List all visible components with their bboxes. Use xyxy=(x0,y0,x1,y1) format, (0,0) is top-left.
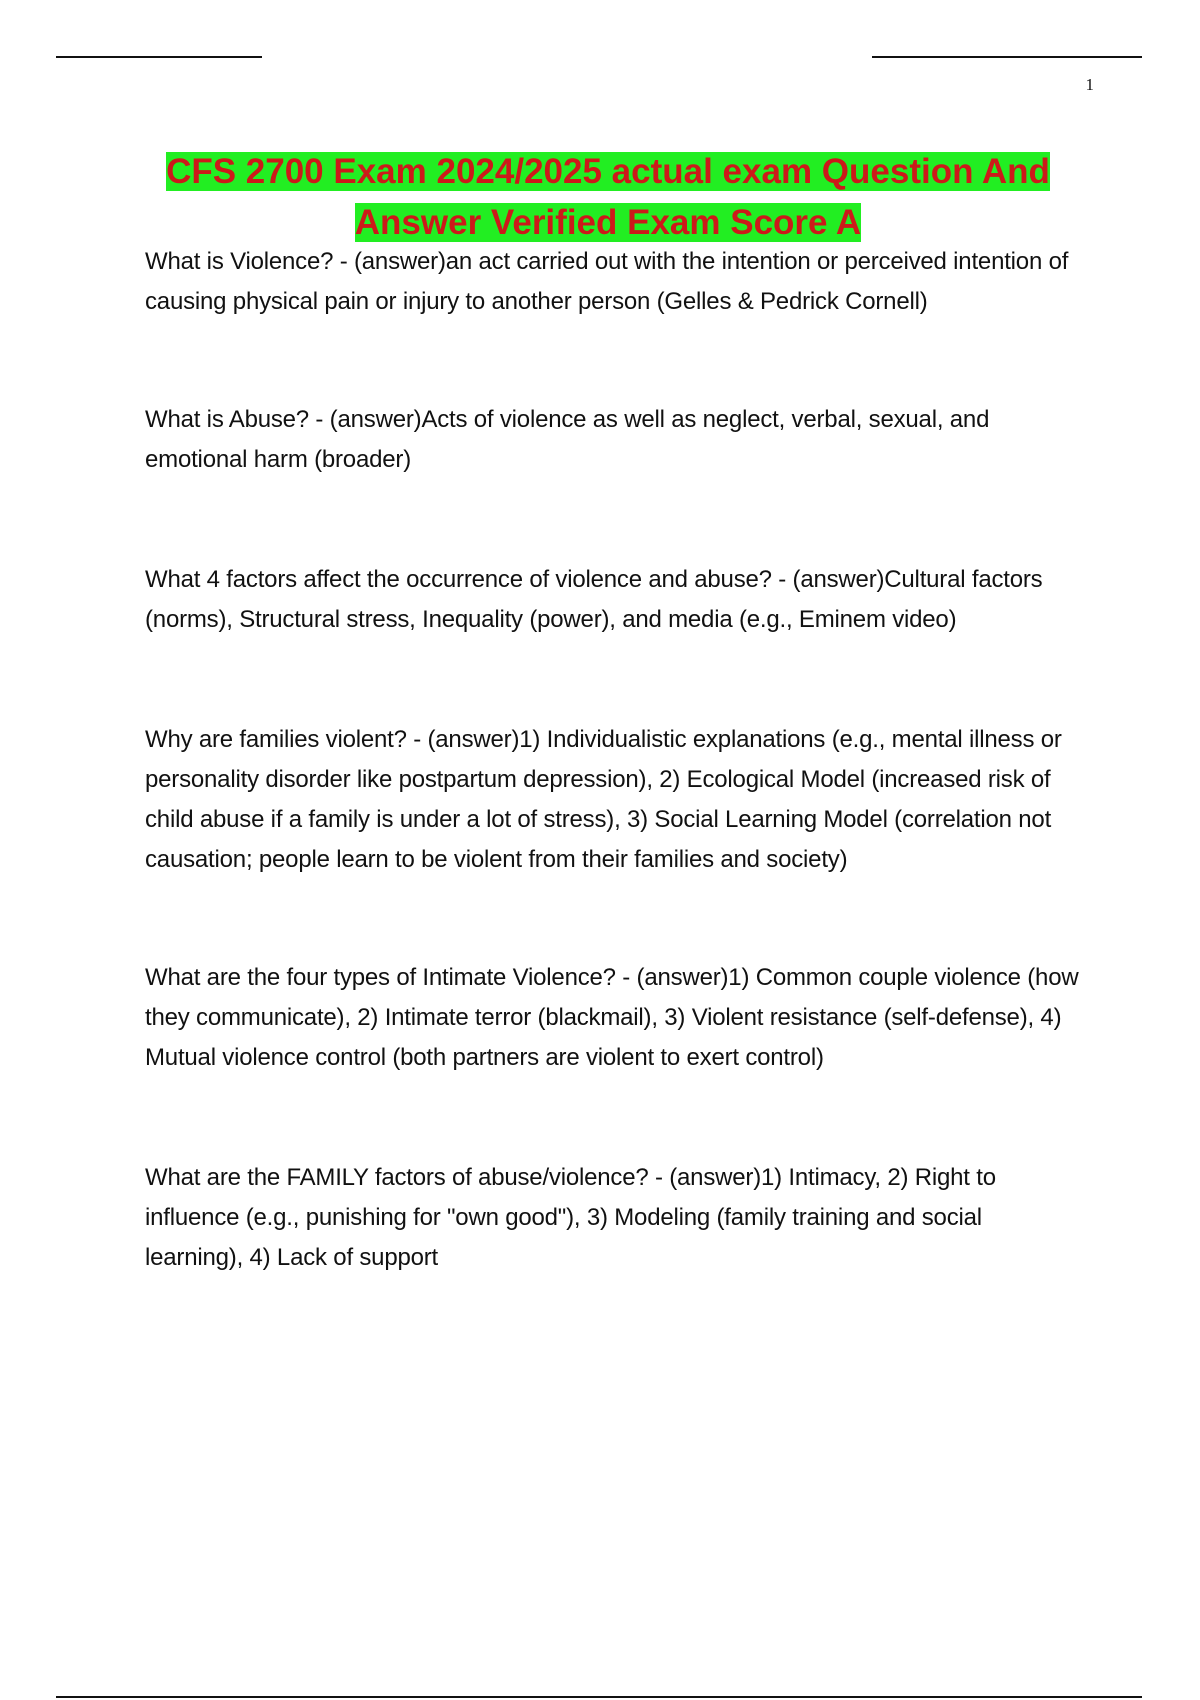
qa-item-abuse: What is Abuse? - (answer)Acts of violence as well as neglect, verbal, sexual, and emotional harm (broader) xyxy=(145,406,990,473)
qa-item-why-violent: Why are families violent? - (answer)1) Individualistic explanations (e.g., mental illness or personality disorder like postpartum depression), 2) Ecological Model (increased risk of child abuse if a family is under a lot of stress), 3) Social Learning Model (correlation not causation; people learn to be violent from their families and society) xyxy=(145,726,1062,873)
qa-list xyxy=(145,242,1085,1278)
qa-item-factors: What 4 factors affect the occurrence of violence and abuse? - (answer)Cultural factors (norms), Structural stress, Inequality (power), and media (e.g., Eminem video) xyxy=(145,566,1043,633)
document-title xyxy=(130,146,1086,248)
header-rule-right xyxy=(872,56,1142,58)
document-title-line-1: CFS 2700 Exam 2024/2025 actual exam Question And xyxy=(166,152,1050,191)
qa-item-intimate-violence-types: What are the four types of Intimate Violence? - (answer)1) Common couple violence (how they communicate), 2) Intimate terror (blackmail), 3) Violent resistance (self-defense), 4) Mutual violence control (both partners are violent to exert control) xyxy=(145,964,1079,1071)
page-number: 1 xyxy=(1085,75,1094,94)
qa-item-family-factors: What are the FAMILY factors of abuse/violence? - (answer)1) Intimacy, 2) Right to influence (e.g., punishing for "own good"), 3) Modeling (family training and social learning), 4) Lack of support xyxy=(145,1164,996,1271)
header-rule-left xyxy=(56,56,262,58)
document-title-line-2: Answer Verified Exam Score A xyxy=(354,203,862,242)
qa-item-violence: What is Violence? - (answer)an act carried out with the intention or perceived intention of causing physical pain or injury to another person (Gelles & Pedrick Cornell) xyxy=(145,248,1069,315)
footer-rule xyxy=(56,1696,1142,1698)
